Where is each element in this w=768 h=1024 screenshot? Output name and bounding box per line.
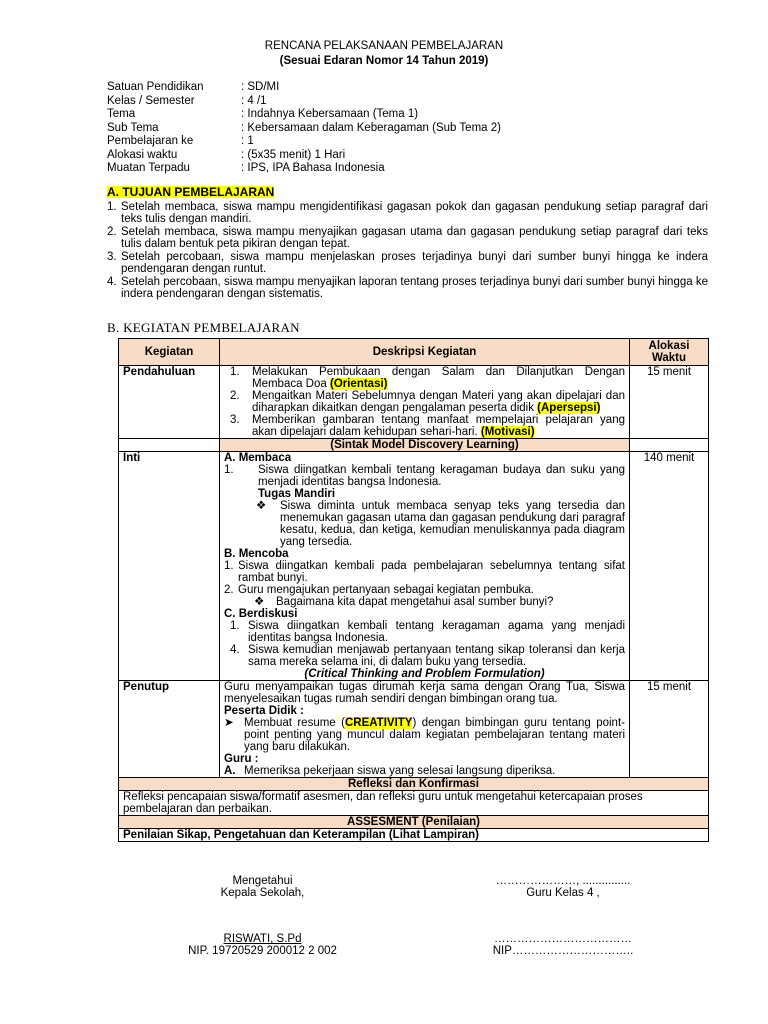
list-text: Memberikan gambaran tentang manfaat mempelajari pelajaran yang akan dipelajari dalam kehidupan sehari-hari. bbox=[252, 414, 625, 438]
signature-right-name: ……………………………… bbox=[494, 933, 632, 945]
goal-item bbox=[107, 201, 708, 225]
list-item bbox=[224, 560, 625, 584]
list-text-pre: Membuat resume ( bbox=[244, 717, 345, 729]
goal-text: Setelah membaca, siswa mampu menyajikan gagasan utama dan gagasan pendukung setiap paragraf dari teks tulis dalam bentuk peta pikiran dengan tepat. bbox=[121, 226, 708, 250]
list-item bbox=[224, 717, 625, 753]
peserta-title: Peserta Didik : bbox=[224, 705, 304, 717]
table-header-row bbox=[119, 339, 709, 366]
list-number: 1. bbox=[230, 620, 240, 632]
mencoba-title: B. Mencoba bbox=[224, 548, 289, 560]
diskusi-title: C. Berdiskusi bbox=[224, 608, 298, 620]
list-item bbox=[224, 500, 625, 548]
tugas-title: Tugas Mandiri bbox=[258, 488, 336, 500]
identity-row bbox=[107, 122, 501, 136]
signature-right-line1: …………………, ............... bbox=[495, 875, 631, 887]
list-text: Guru mengajukan pertanyaan sebagai kegiatan pembuka. bbox=[238, 584, 535, 596]
goal-text: Setelah percobaan, siswa mampu menyajikan laporan tentang proses terjadinya bunyi dari sumber bunyi hingga ke indera pendengaran dengan sistematis. bbox=[121, 276, 708, 300]
identity-value: : Kebersamaan dalam Keberagaman (Sub Tema 2) bbox=[241, 121, 501, 134]
identity-label: Alokasi waktu bbox=[107, 148, 178, 161]
identity-row bbox=[107, 81, 501, 95]
arrow-bullet-icon: ➤ bbox=[224, 717, 234, 729]
table-row-pendahuluan bbox=[119, 366, 709, 439]
list-number: 4. bbox=[230, 644, 240, 656]
list-number: 1. bbox=[230, 366, 240, 378]
row-label: Penutup bbox=[119, 681, 220, 778]
goal-list bbox=[107, 201, 708, 301]
list-text: Siswa diminta untuk membaca senyap teks yang tersedia dan menemukan gagasan utama dan gagasan pendukung dari paragraf kesatu, kedua, dan ketiga, kemudian menuliskannya pada diagram yang tersedia. bbox=[280, 500, 625, 548]
goal-item bbox=[107, 226, 708, 250]
row-time: 15 menit bbox=[630, 681, 709, 778]
signature-right bbox=[478, 875, 648, 957]
signature-left bbox=[188, 875, 337, 957]
table-band-row bbox=[119, 778, 709, 791]
row-description bbox=[220, 452, 630, 681]
list-text: Siswa diingatkan kembali tentang keragaman agama yang menjadi identitas bangsa Indonesia. bbox=[248, 620, 625, 644]
list-item bbox=[224, 414, 625, 438]
penutup-text: Guru menyampaikan tugas dirumah kerja sama dengan Orang Tua, Siswa menyelesaikan tugas rumah sendiri dengan bimbingan orang tua. bbox=[224, 681, 625, 705]
list-item: A. Memeriksa pekerjaan siswa yang selesai langsung diperiksa. bbox=[224, 765, 625, 777]
goal-number: 1. bbox=[107, 201, 117, 213]
goal-number: 4. bbox=[107, 276, 117, 288]
list-item bbox=[224, 644, 625, 668]
section-b-title: B. KEGIATAN PEMBELAJARAN bbox=[107, 320, 300, 335]
critical-thinking-label: (Critical Thinking and Problem Formulation) bbox=[304, 668, 545, 680]
signature-left-line1: Mengetahui bbox=[232, 875, 293, 887]
goal-item bbox=[107, 276, 708, 300]
list-item bbox=[224, 390, 625, 414]
identity-block bbox=[107, 81, 501, 176]
page-title: RENCANA PELAKSANAAN PEMBELAJARAN bbox=[264, 40, 504, 52]
identity-row bbox=[107, 149, 501, 163]
membaca-title: A. Membaca bbox=[224, 452, 292, 464]
goal-text: Setelah membaca, siswa mampu mengidentifikasi gagasan pokok dan gagasan pendukung setiap paragraf dari teks tulis dengan mandiri. bbox=[121, 201, 708, 225]
list-text: Siswa kemudian menjawab pertanyaan tentang sikap toleransi dan kerja sama mereka selama ini, di dalam buku yang tersedia. bbox=[248, 644, 625, 668]
orientasi-tag: (Orientasi) bbox=[329, 378, 388, 390]
identity-value: : 1 bbox=[241, 135, 254, 147]
goal-item bbox=[107, 251, 708, 275]
table-row-refleksi bbox=[119, 791, 709, 816]
section-a-title: A. TUJUAN PEMBELAJARAN bbox=[107, 185, 275, 199]
row-description bbox=[220, 366, 630, 439]
refleksi-band: Refleksi dan Konfirmasi bbox=[119, 778, 709, 791]
list-text: Bagaimana kita dapat mengetahui asal sumber bunyi? bbox=[276, 596, 554, 608]
identity-row bbox=[107, 95, 501, 109]
diamond-bullet-icon: ❖ bbox=[254, 596, 265, 608]
identity-label: Tema bbox=[107, 108, 136, 120]
list-item bbox=[224, 584, 625, 596]
table-band-row bbox=[119, 816, 709, 829]
identity-row bbox=[107, 108, 501, 122]
row-label: Inti bbox=[119, 452, 220, 681]
list-item: 1. Siswa diingatkan kembali tentang keragaman budaya dan suku yang menjadi identitas bangsa Indonesia. bbox=[224, 464, 625, 488]
list-text: Memeriksa pekerjaan siswa yang selesai langsung diperiksa. bbox=[244, 765, 556, 777]
signature-left-nip: NIP. 19720529 200012 2 002 bbox=[188, 945, 337, 957]
row-time: 15 menit bbox=[630, 366, 709, 439]
sintak-band: (Sintak Model Discovery Learning) bbox=[220, 439, 630, 452]
table-row-inti bbox=[119, 452, 709, 681]
list-text-post: ) dengan bimbingan guru tentang point-point penting yang muncul dalam kegiatan pembelajaran tentang materi yang baru dilakukan. bbox=[244, 717, 625, 753]
identity-label: Sub Tema bbox=[107, 121, 159, 134]
list-number: 1. bbox=[224, 560, 234, 572]
list-item bbox=[224, 620, 625, 644]
identity-value: : (5x35 menit) 1 Hari bbox=[241, 148, 346, 161]
list-number: 2. bbox=[230, 390, 240, 402]
table-row-assesment bbox=[119, 829, 709, 842]
assesment-band: ASSESMENT (Penilaian) bbox=[119, 816, 709, 829]
diamond-bullet-icon: ❖ bbox=[256, 500, 267, 512]
row-description bbox=[220, 681, 630, 778]
goal-number: 3. bbox=[107, 251, 117, 263]
row-time: 140 menit bbox=[630, 452, 709, 681]
signature-right-line2: Guru Kelas 4 , bbox=[526, 887, 600, 899]
identity-label: Satuan Pendidikan bbox=[107, 81, 204, 93]
list-item bbox=[224, 596, 625, 608]
identity-value: : Indahnya Kebersamaan (Tema 1) bbox=[241, 108, 419, 120]
list-number: 2. bbox=[224, 584, 234, 596]
identity-label: Pembelajaran ke bbox=[107, 135, 194, 147]
header-kegiatan: Kegiatan bbox=[119, 339, 220, 366]
identity-value: : IPS, IPA Bahasa Indonesia bbox=[241, 162, 385, 174]
header-deskripsi: Deskripsi Kegiatan bbox=[220, 339, 630, 366]
goal-text: Setelah percobaan, siswa mampu menjelaskan proses terjadinya bunyi dari sumber bunyi hingga ke indera pendengaran dengan runtut. bbox=[121, 251, 708, 275]
identity-label: Kelas / Semester bbox=[107, 94, 195, 107]
goal-number: 2. bbox=[107, 226, 117, 238]
identity-row bbox=[107, 162, 501, 176]
apersepsi-tag: (Apersepsi) bbox=[537, 402, 601, 414]
identity-label: Muatan Terpadu bbox=[107, 162, 190, 174]
list-item bbox=[224, 366, 625, 390]
guru-title: Guru : bbox=[224, 753, 259, 765]
table-band-row bbox=[119, 439, 709, 452]
refleksi-text: Refleksi pencapaian siswa/formatif asesmen, dan refleksi guru untuk mengetahui ketercapaian proses pembelajaran dan perbaikan. bbox=[119, 791, 709, 816]
identity-value: : 4 /1 bbox=[241, 94, 267, 107]
list-text: Siswa diingatkan kembali tentang keragaman budaya dan suku yang menjadi identitas bangsa Indonesia. bbox=[258, 464, 625, 488]
page-subtitle: (Sesuai Edaran Nomor 14 Tahun 2019) bbox=[279, 55, 489, 67]
list-text: Siswa diingatkan kembali pada pembelajaran sebelumnya tentang sifat rambat bunyi. bbox=[238, 560, 625, 584]
row-label: Pendahuluan bbox=[119, 366, 220, 439]
list-text: Mengaitkan Materi Sebelumnya dengan Materi yang akan dipelajari dan diharapkan dikaitkan dengan pengalaman peserta didik bbox=[252, 390, 625, 414]
activity-table bbox=[118, 338, 709, 842]
identity-value: : SD/MI bbox=[241, 81, 280, 93]
header-alokasi: Alokasi Waktu bbox=[630, 339, 709, 366]
signature-left-name: RISWATI, S.Pd bbox=[223, 933, 302, 945]
list-text: Melakukan Pembukaan dengan Salam dan Dilanjutkan Dengan Membaca Doa bbox=[252, 366, 625, 390]
creativity-tag: CREATIVITY bbox=[344, 717, 413, 729]
list-number: 3. bbox=[230, 414, 240, 426]
signature-left-line2: Kepala Sekolah, bbox=[220, 887, 305, 899]
table-row-penutup bbox=[119, 681, 709, 778]
identity-row bbox=[107, 135, 501, 149]
signature-right-nip: NIP………………………….. bbox=[492, 945, 634, 957]
motivasi-tag: (Motivasi) bbox=[480, 426, 535, 438]
assesment-text: Penilaian Sikap, Pengetahuan dan Keterampilan (Lihat Lampiran) bbox=[119, 829, 709, 842]
